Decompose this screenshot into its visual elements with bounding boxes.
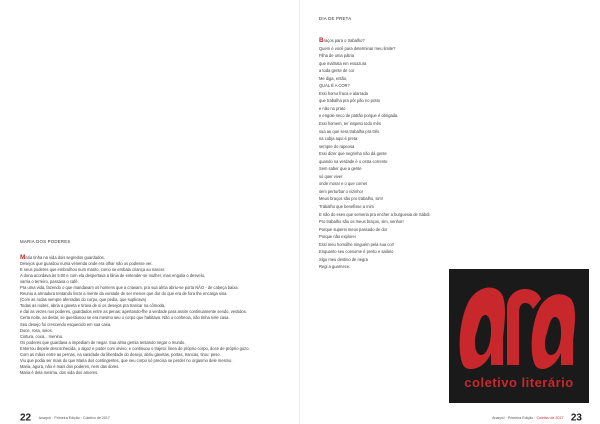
poem-line: Enterrou depele desconhecida, o algoz e poder com olvivo, e continuou o trajeto: linea de próprio corpo, doce de próprio gozo.: [20, 345, 250, 351]
poem-line: e engole seco de patrão porque é obrigada.: [319, 113, 399, 119]
poem-line: raços para o trabalho?: [323, 38, 365, 43]
poem-line: varria o terreiro, passava o café.: [20, 279, 79, 285]
poem-title-dia-de-preta: DIA DE PRETA: [319, 16, 352, 21]
poem-first-line: [319, 37, 431, 45]
drop-cap: M: [20, 254, 26, 261]
magazine-credit-highlight: Coletivo de 2017: [536, 415, 564, 420]
poem-line: quando na verdade é o ostra corrente: [319, 158, 388, 164]
page-number: 23: [570, 412, 582, 424]
poem-line: e daí as vezes nos poderes, guardados entre as penas; apertando-fhe a verdade para assim continuamente sendo, vestidos.: [20, 309, 247, 315]
poem-line: Essi dizer que negrinha não dá gente: [319, 151, 387, 157]
poem-line: que trabalha pra pôr pão no prato: [319, 98, 380, 104]
poem-line: sem perturbar o vizinho!: [319, 188, 363, 194]
poem-line: Seu desejo foi crescendo esquecido em sua casa.: [20, 321, 112, 327]
poem-line: Pra uma vida, fazendo o que mandavam os homens que a criavam, pra sua alma abriu-se porta NÃO - de cabeça baixa.: [20, 285, 239, 291]
poem-line: aria tinha na vida dois segredos guardados.: [25, 255, 105, 260]
page-footer-right: [489, 409, 582, 424]
poem-line: QUAL É A COR?: [319, 83, 350, 89]
right-page: [300, 0, 600, 424]
poem-line: E não do eses que serveria pra encher a burguesia de Sábdi.: [319, 211, 431, 217]
logo-caption: coletivo literário: [464, 375, 574, 390]
poem-body-dia-de-preta: [319, 37, 431, 271]
poem-title-maria-dos-poderes: MARIA DOS PODERES: [20, 239, 71, 244]
poem-line: sua au que sera trabalha pra três: [319, 128, 380, 134]
poem-line: Trabalho que benefisse a mim: [319, 204, 374, 210]
poem-line: Maria, agora, não é mais dos poderes, nem das dores.: [20, 363, 120, 369]
poem-line: Me diga, então,: [319, 75, 348, 81]
poem-line: Maria é dela mesma, dos vida dos amores.: [20, 369, 99, 375]
poem-line: Essi homem, ter inspeto todo mês: [319, 121, 381, 127]
poem-line: Sem saber que a gente: [319, 166, 362, 172]
page-footer-left: [20, 409, 113, 424]
poem-body-maria-dos-poderes: [20, 255, 288, 376]
poem-line: Porque superei meus passado de dor: [319, 226, 388, 232]
drop-cap: B: [319, 37, 324, 44]
poem-line: E seus poderes que embrulhou num manto, como se embala criança ao nascer.: [20, 267, 166, 273]
poem-line: sempre do rapeosa: [319, 143, 355, 149]
poem-line: e não no prato: [319, 105, 346, 111]
poem-line: a toda gente de cor: [319, 68, 355, 74]
poem-line: Enquanto seu consome é preito e salário: [319, 249, 394, 255]
poem-line: Sigo meu destino de negra: [319, 256, 368, 262]
magazine-credit: Anarpóí · Primeira Edição · Coletivo de 2017: [38, 415, 110, 420]
poem-line: Pro trabalho são os meus braços, sim, senhor!: [319, 219, 404, 225]
poem-line: Certa noite, ao deitar, se questionou se era mesmo seu o corpo que habitava. Não o conhecia, não tinha nele casa.: [20, 315, 230, 321]
magazine-credit-prefix: Anarpóí · Primeira Edição ·: [492, 415, 537, 420]
poem-line: Meus braços são pro trabalho, sim!: [319, 196, 383, 202]
poem-line: Com as mãos entre as pernas, na sanidade da liberdade do desejo, abriu gavetas, portas, trancas, tirou: peso.: [20, 351, 221, 357]
poem-line: Reuniu a armadura tentando livrar a mente da vontade de ser menos que dor do que era de fora the encarga sina.: [20, 291, 228, 297]
poem-line: Doce, rosa, seios.: [20, 327, 53, 333]
poem-line: (Com as rodas sempre aferradas do corpo, que pedia, que suplicava): [20, 297, 147, 303]
poem-line: Cintura, coxa... menino.: [20, 333, 64, 339]
poem-line: Regi a guarnece.: [319, 264, 351, 270]
poem-line: Os poderes que guardava a impediam de negar. Sua alma gemia tentando negar o mundo.: [20, 339, 186, 345]
poem-line: Filha de uma pátria: [319, 53, 355, 59]
poem-line: Todas as noites, abria a gaveta e tirava de si os desejos pra trancar na cômoda,: [20, 303, 166, 309]
poem-line: Quem é você para determinar meu limite?: [319, 45, 396, 51]
poem-line: Essi meu homólhe ninguém pela sua cor!: [319, 241, 395, 247]
page-number: 22: [20, 412, 32, 424]
poem-line: onde morar e o que comer: [319, 181, 368, 187]
logo-letterforms: [460, 287, 575, 369]
poem-line: Viu que podia ser mais do que Maria dos contingentes, que seu corpo só precisa se perder no orgasmo dele mesmo.: [20, 357, 233, 363]
magazine-credit: [492, 416, 563, 420]
coletivo-literario-logo: [449, 269, 589, 403]
logo-graphic: [449, 269, 589, 403]
poem-line: A dona acordava às 5:00 e com ela despertava a lânia de entender-se mulher, mas engolia o desvelo,: [20, 273, 206, 279]
poem-line: na cubja aqui é preta: [319, 136, 358, 142]
poem-line: Desejos que guardou numa vénenda onde era olhar não os podesse ver.: [20, 261, 153, 267]
poem-line: que maltrata em essazura: [319, 60, 367, 66]
poem-line: Porque não explorei: [319, 234, 356, 240]
poem-line: Essi homo fraca e alarrada: [319, 90, 368, 96]
poem-line: só quer viver: [319, 173, 343, 179]
